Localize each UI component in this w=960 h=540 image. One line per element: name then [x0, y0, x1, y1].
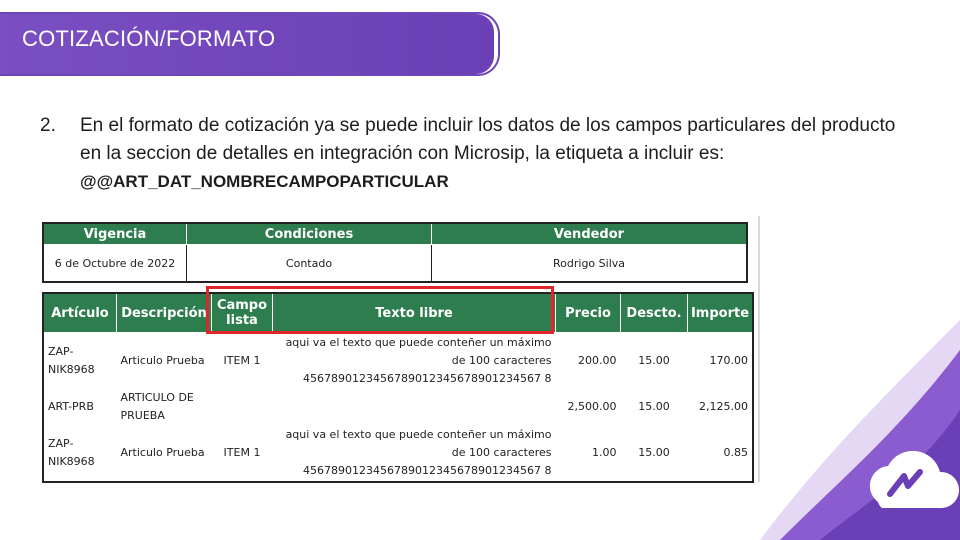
cell-condiciones: Contado [187, 245, 432, 283]
col-articulo: Artículo [43, 293, 117, 333]
cell-vigencia: 6 de Octubre de 2022 [43, 245, 187, 283]
cell-articulo: ZAP-NIK8968 [48, 437, 95, 468]
col-vigencia: Vigencia [43, 223, 187, 245]
cell-importe: 0.85 [723, 446, 748, 459]
cell-descto: 15.00 [638, 400, 670, 413]
cell-descto: 15.00 [638, 446, 670, 459]
cell-precio: 1.00 [592, 446, 617, 459]
cell-campo-lista: ITEM 1 [223, 354, 261, 367]
cell-texto-libre [273, 389, 556, 425]
cell-descripcion: Articulo Prueba [120, 446, 205, 459]
col-vendedor: Vendedor [432, 223, 748, 245]
cell-precio: 2,500.00 [567, 400, 617, 413]
cell-descto: 15.00 [638, 354, 670, 367]
cell-articulo: ART-PRB [48, 400, 94, 413]
col-condiciones: Condiciones [187, 223, 432, 245]
col-descripcion: Descripción [117, 293, 212, 333]
cell-importe: 2,125.00 [699, 400, 748, 413]
cell-campo-lista: ITEM 1 [223, 446, 261, 459]
cell-descripcion: ARTICULO DE PRUEBA [120, 391, 194, 422]
table-row [43, 389, 753, 425]
col-importe: Importe [688, 293, 754, 333]
quotation-screenshot [40, 216, 760, 482]
cell-campo-lista [212, 389, 273, 425]
cell-texto-libre: aqui va el texto que puede conteñer un máximo de 100 caracteres 4567890123456789012345678901234567 8 [285, 336, 552, 385]
table-row [43, 333, 753, 390]
quotation-header-table [42, 222, 748, 283]
table-row [43, 425, 753, 482]
highlight-box [206, 286, 554, 334]
title-banner [0, 12, 500, 78]
paragraph-text-block [80, 112, 920, 196]
cell-descripcion: Articulo Prueba [120, 354, 205, 367]
col-campo-lista: Campo lista [212, 293, 273, 333]
slide-title: COTIZACIÓN/FORMATO [22, 26, 276, 51]
col-precio: Precio [556, 293, 621, 333]
cell-texto-libre: aqui va el texto que puede conteñer un máximo de 100 caracteres 4567890123456789012345678901234567 8 [285, 428, 552, 477]
paragraph-text: En el formato de cotización ya se puede incluir los datos de los campos particulares del producto en la seccion de detalles en integración con Microsip, la etiqueta a incluir es: [80, 115, 896, 164]
cell-articulo: ZAP-NIK8968 [48, 345, 95, 376]
list-number: 2. [40, 115, 56, 136]
cell-vendedor: Rodrigo Silva [432, 245, 748, 283]
cell-precio: 200.00 [578, 354, 617, 367]
col-descto: Descto. [621, 293, 688, 333]
decorative-corner [760, 280, 960, 540]
col-texto-libre: Texto libre [273, 293, 556, 333]
cell-importe: 170.00 [709, 354, 748, 367]
template-tag: @@ART_DAT_NOMBRECAMPOPARTICULAR [80, 172, 449, 191]
